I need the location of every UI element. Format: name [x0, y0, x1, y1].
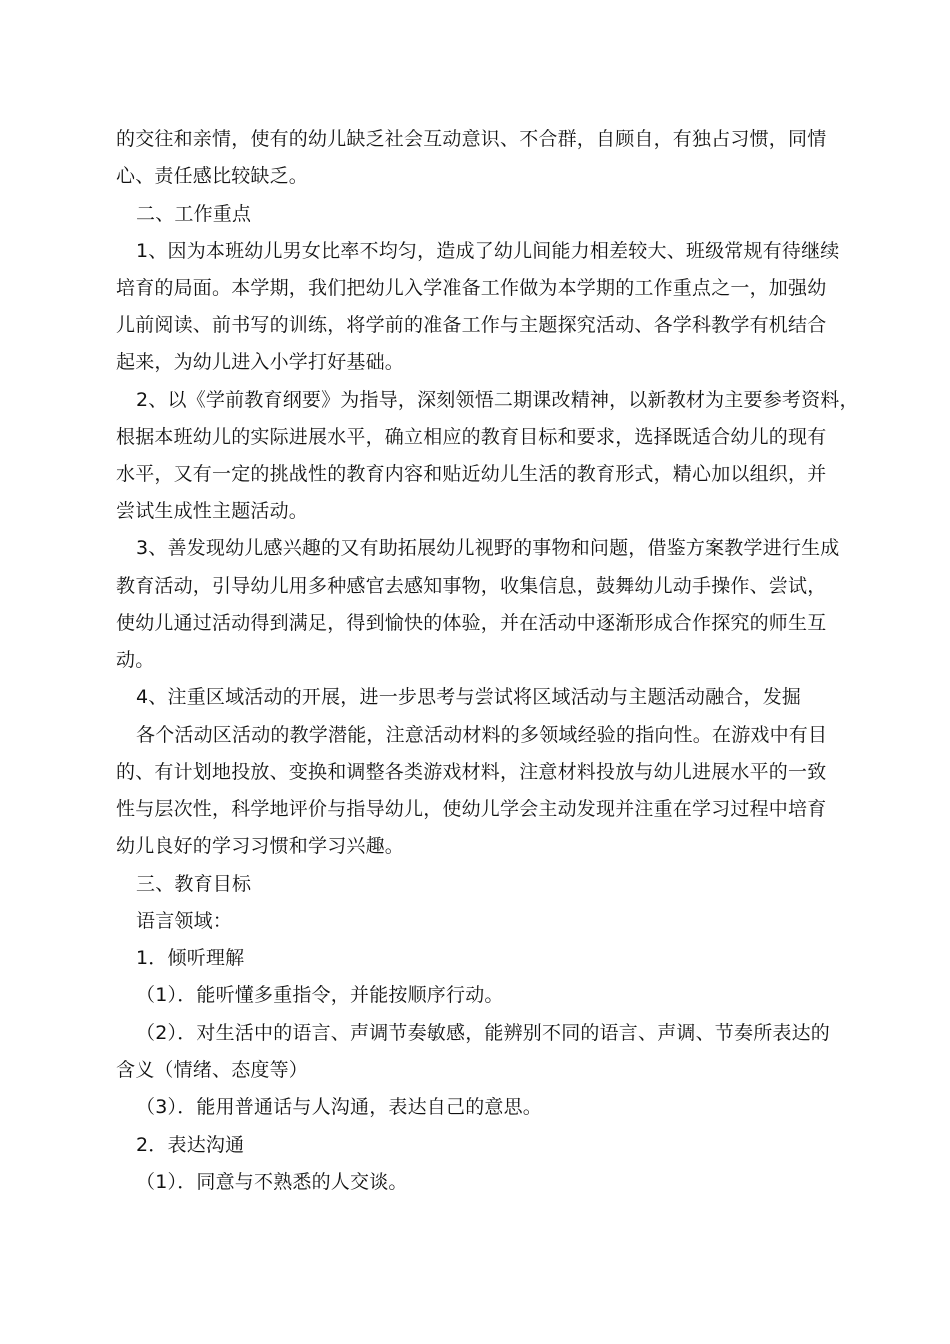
text-line: 使幼儿通过活动得到满足，得到愉快的体验，并在活动中逐渐形成合作探究的师生互 [116, 612, 827, 634]
list-item: （3）．能用普通话与人沟通，表达自己的意思。 [136, 1096, 542, 1118]
text-line: 教育活动，引导幼儿用多种感官去感知事物，收集信息，鼓舞幼儿动手操作、尝试， [116, 575, 827, 597]
text-line: 的、有计划地投放、变换和调整各类游戏材料，注意材料投放与幼儿进展水平的一致 [116, 761, 827, 783]
text-line: 心、责任感比较缺乏。 [116, 165, 309, 187]
subsection-heading: 语言领域： [136, 910, 233, 932]
subsection-heading: 2．表达沟通 [136, 1134, 245, 1156]
text-line: 性与层次性，科学地评价与指导幼儿，使幼儿学会主动发现并注重在学习过程中培育 [116, 798, 827, 820]
text-line: 各个活动区活动的教学潜能，注意活动材料的多领域经验的指向性。在游戏中有目 [136, 724, 828, 746]
section-heading: 二、工作重点 [136, 203, 252, 225]
subsection-heading: 1．倾听理解 [136, 947, 245, 969]
list-item: （2）．对生活中的语言、声调节奏敏感，能辨别不同的语言、声调、节奏所表达的 [136, 1022, 830, 1044]
text-line: 根据本班幼儿的实际进展水平，确立相应的教育目标和要求，选择既适合幼儿的现有 [116, 426, 827, 448]
text-line: 幼儿良好的学习习惯和学习兴趣。 [116, 835, 405, 857]
list-item: （1）．同意与不熟悉的人交谈。 [136, 1171, 408, 1193]
text-line: 2、以《学前教育纲要》为指导，深刻领悟二期课改精神，以新教材为主要参考资料， [136, 389, 859, 411]
text-line: 尝试生成性主题活动。 [116, 500, 309, 522]
list-item: （1）．能听懂多重指令，并能按顺序行动。 [136, 984, 504, 1006]
section-heading: 三、教育目标 [136, 873, 252, 895]
text-line: 3、善发现幼儿感兴趣的又有助拓展幼儿视野的事物和问题，借鉴方案教学进行生成 [136, 537, 840, 559]
text-line: 动。 [116, 649, 155, 671]
text-line: 含义（情绪、态度等） [116, 1059, 309, 1081]
text-line: 水平，又有一定的挑战性的教育内容和贴近幼儿生活的教育形式，精心加以组织，并 [116, 463, 827, 485]
text-line: 4、注重区域活动的开展，进一步思考与尝试将区域活动与主题活动融合，发掘 [136, 686, 802, 708]
text-line: 的交往和亲情，使有的幼儿缺乏社会互动意识、不合群，自顾自，有独占习惯，同情 [116, 128, 827, 150]
text-line: 儿前阅读、前书写的训练，将学前的准备工作与主题探究活动、各学科教学有机结合 [116, 314, 827, 336]
text-line: 1、因为本班幼儿男女比率不均匀，造成了幼儿间能力相差较大、班级常规有待继续 [136, 240, 840, 262]
text-line: 起来，为幼儿进入小学打好基础。 [116, 351, 405, 373]
text-line: 培育的局面。本学期，我们把幼儿入学准备工作做为本学期的工作重点之一，加强幼 [116, 277, 827, 299]
